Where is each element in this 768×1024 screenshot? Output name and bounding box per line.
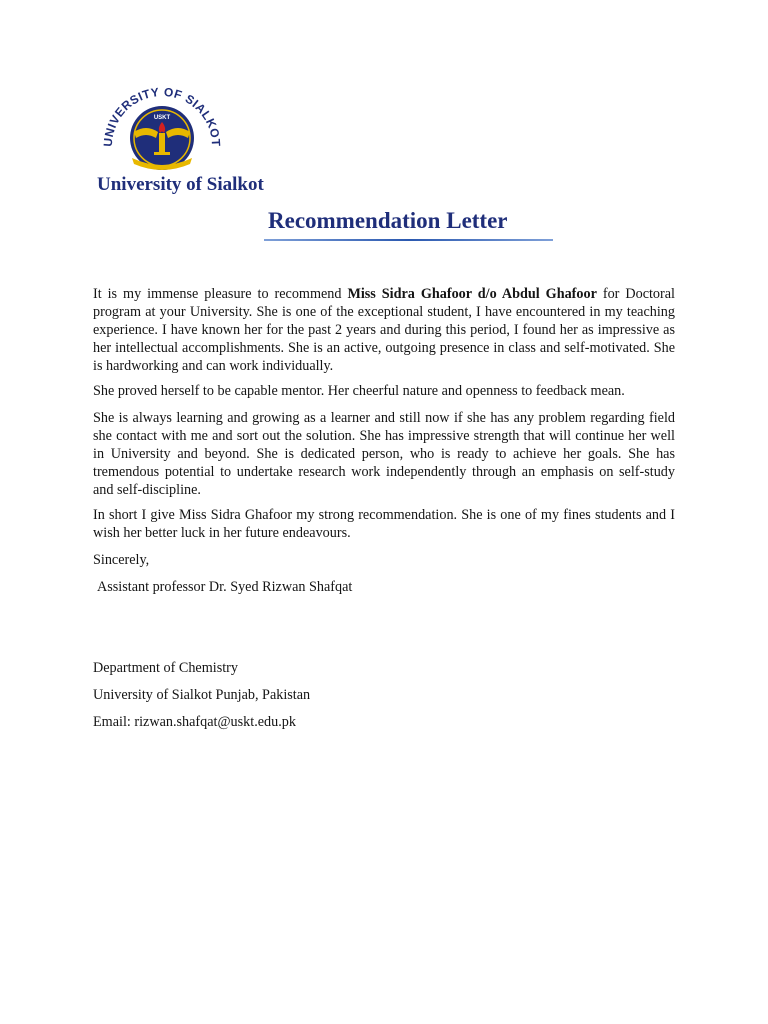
paragraph-summary: In short I give Miss Sidra Ghafoor my strong recommendation. She is one of my fines students and I wish her better luck in her future endeavours. xyxy=(93,507,675,541)
torch-icon xyxy=(159,133,165,153)
university-address: University of Sialkot Punjab, Pakistan xyxy=(93,687,311,703)
intro-text: It is my immense pleasure to recommend xyxy=(93,286,348,302)
department: Department of Chemistry xyxy=(93,660,238,676)
university-logo xyxy=(98,86,226,174)
university-name: University of Sialkot xyxy=(97,174,264,195)
paragraph-intro xyxy=(93,285,675,375)
email: Email: rizwan.shafqat@uskt.edu.pk xyxy=(93,714,296,730)
letter-title: Recommendation Letter xyxy=(268,208,508,233)
signer-name: Assistant professor Dr. Syed Rizwan Shafqat xyxy=(97,579,353,595)
candidate-name: Miss Sidra Ghafoor d/o Abdul Ghafoor xyxy=(347,286,597,302)
paragraph-learning: She is always learning and growing as a learner and still now if she has any problem regarding field she contact with me and sort out the solution. She has impressive strength that will continue her well in University and beyond. She is dedicated person, who is ready to achieve her goals. She has tremendous potential to undertake research work independently through an emphasis on self-study and self-discipline. xyxy=(93,410,675,498)
svg-text:UNIVERSITY OF SIALKOT: UNIVERSITY OF SIALKOT xyxy=(100,86,224,148)
paragraph-mentor: She proved herself to be capable mentor. Her cheerful nature and openness to feedback mean. xyxy=(93,383,625,399)
intro-rest: for Doctoral program at your University. She is one of the exceptional student, I have encountered in my teaching experience. I have known her for the past 2 years and during this period, I found her as impressive as her intellectual accomplishments. She is an active, outgoing presence in class and self-motivated. She is hardworking and can work individually. xyxy=(93,286,675,374)
closing: Sincerely, xyxy=(93,552,150,568)
title-underline xyxy=(264,239,553,241)
logo-abbr: USKT xyxy=(153,115,171,121)
